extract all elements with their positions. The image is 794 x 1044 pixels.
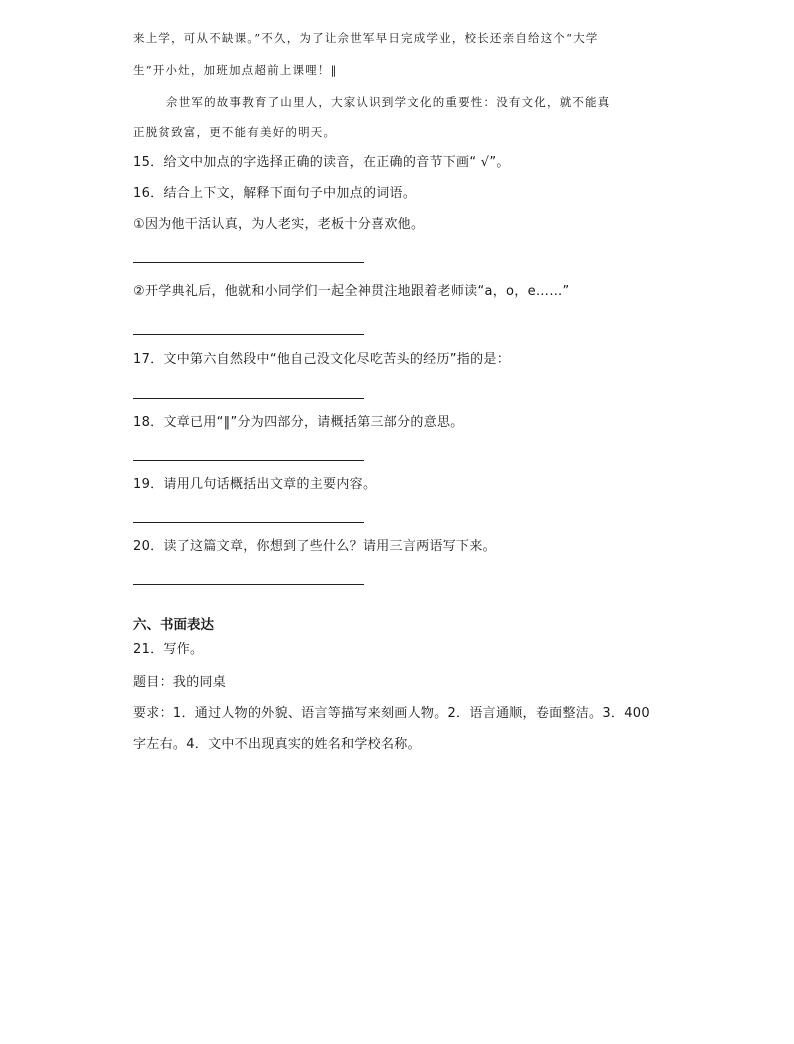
- answer-line-16-2[interactable]: [133, 334, 364, 335]
- passage-line-2: 生”开小灶，加班加点超前上课哩！‖: [133, 63, 338, 77]
- answer-line-17[interactable]: [133, 398, 364, 399]
- question-18: 18．文章已用“‖”分为四部分，请概括第三部分的意思。: [133, 415, 464, 430]
- question-16: 16．结合上下文，解释下面句子中加点的词语。: [133, 186, 417, 201]
- writing-requirements-line-2: 字左右。4．文中不出现真实的姓名和学校名称。: [133, 737, 421, 752]
- question-15: 15．给文中加点的字选择正确的读音，在正确的音节下画“ √”。: [133, 155, 510, 170]
- answer-line-20[interactable]: [133, 584, 364, 585]
- answer-line-18[interactable]: [133, 460, 364, 461]
- question-17: 17．文中第六自然段中“他自己没文化尽吃苦头的经历”指的是：: [133, 352, 511, 367]
- answer-line-16-1[interactable]: [133, 262, 364, 263]
- writing-requirements-line-1: 要求：1．通过人物的外貌、语言等描写来刻画人物。2．语言通顺，卷面整洁。3．400: [133, 706, 650, 721]
- question-19: 19．请用几句话概括出文章的主要内容。: [133, 477, 377, 492]
- passage-line-4: 正脱贫致富，更不能有美好的明天。: [133, 125, 337, 139]
- question-16-item-1: ①因为他干活认真，为人老实，老板十分喜欢他。: [133, 217, 425, 232]
- passage-line-3: 佘世军的故事教育了山里人，大家认识到学文化的重要性：没有文化，就不能真: [166, 95, 611, 109]
- question-20: 20．读了这篇文章，你想到了些什么？请用三言两语写下来。: [133, 539, 496, 554]
- passage-line-1: 来上学，可从不缺课。”不久，为了让佘世军早日完成学业，校长还亲自给这个“大学: [133, 31, 599, 45]
- question-16-item-2: ②开学典礼后，他就和小同学们一起全神贯注地跟着老师读“a，o，e……”: [133, 284, 570, 299]
- question-21: 21．写作。: [133, 642, 204, 657]
- answer-line-19[interactable]: [133, 522, 364, 523]
- section-heading: 六、书面表达: [133, 617, 214, 633]
- writing-topic: 题目：我的同桌: [133, 675, 227, 690]
